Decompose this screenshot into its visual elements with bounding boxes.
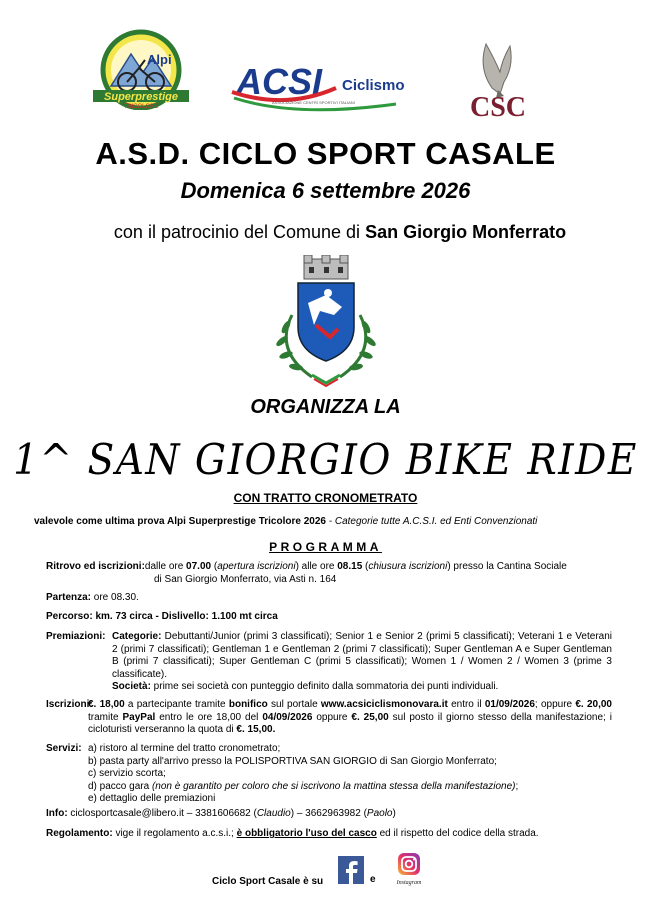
alpi-superprestige-logo: [87, 28, 195, 110]
csc-logo: [448, 38, 548, 120]
iscr-fee-cicloturisti: €. 15,00.: [236, 724, 276, 735]
iscr-text: oppure: [312, 711, 352, 723]
ritrovo-label: Ritrovo ed iscrizioni:: [46, 561, 145, 572]
partenza-label: Partenza:: [46, 592, 92, 603]
csc-logo-text: CSC: [469, 92, 527, 120]
regolamento-casco: è obbligatorio l'uso del casco: [236, 828, 377, 839]
iscr-text: ; oppure: [534, 699, 576, 710]
categorie-label: Categorie:: [112, 631, 162, 642]
valevole-line: [34, 516, 634, 527]
categorie-text: Debuttanti/Junior (primi 3 classificati); Senior 1 e Senior 2 (primi 5 classificati); Veterani 1 e Veterani 2 (primi 7 classificati); Gentleman 1 e Gentleman 2 (primi 7 classificati); Super Gentleman A e Super Gentleman B (primi 7 classificati); Super Gentleman C (primi 5 classificati); Women 1 / Women 2 / Women 3 (prime 3 classificate).: [112, 631, 612, 680]
iscrizioni-text: [46, 699, 612, 737]
iscr-text: sul posto il giorno stesso della manifestazione; i cicloturisti verseranno la quota di: [88, 711, 612, 735]
iscr-bonifico: bonifico: [228, 699, 268, 710]
partenza-value: ore 08.30.: [91, 592, 139, 603]
valevole-italic: - Categorie tutte A.C.S.I. ed Enti Convenzionati: [325, 516, 538, 527]
acsi-logo-caption: ASSOCIAZIONE CENTRI SPORTIVI ITALIANI: [272, 100, 355, 105]
iscrizioni-label: Iscrizioni:: [46, 699, 93, 710]
iscrizioni-row: [46, 699, 612, 737]
servizi-item-e: e) dettaglio delle premiazioni: [88, 793, 216, 804]
alpi-logo-sub: TRICOLORE: [123, 104, 159, 110]
ritrovo-text: (: [211, 561, 218, 572]
ritrovo-note-close: chiusura iscrizioni: [368, 561, 448, 572]
info-text: ciclosportcasale@libero.it – 3381606682 (: [67, 808, 257, 819]
regolamento-label: Regolamento:: [46, 828, 113, 839]
iscr-paypal: PayPal: [122, 711, 156, 723]
ritrovo-row: [46, 561, 612, 586]
valevole-bold: valevole come ultima prova Alpi Superprestige Tricolore 2026: [34, 516, 326, 527]
premiazioni-categorie: [46, 631, 612, 681]
acsi-logo-sub: Ciclismo: [342, 77, 405, 94]
acsi-ciclismo-logo: [226, 58, 406, 118]
organization-title: A.S.D. CICLO SPORT CASALE: [95, 136, 556, 171]
instagram-icon[interactable]: [394, 853, 424, 887]
regolamento-row: [46, 828, 612, 841]
ritrovo-text: ) presso la Cantina Sociale: [447, 561, 567, 572]
servizi-d-text: d) pacco gara: [88, 780, 152, 792]
social-and: e: [370, 874, 376, 885]
iscr-fee-bonifico: €. 18,00: [88, 699, 125, 710]
premiazioni-societa: [46, 681, 612, 694]
servizi-d-end: ;: [515, 780, 519, 792]
ritrovo-note-open: apertura iscrizioni: [217, 561, 296, 572]
iscr-deadline-2: 04/09/2026: [262, 711, 313, 723]
regolamento-text: vige il regolamento a.c.s.i.;: [112, 828, 237, 839]
info-contact-1: Claudio: [256, 808, 291, 819]
iscr-text: sul portale: [267, 699, 321, 710]
info-label: Info:: [46, 808, 68, 819]
event-date: Domenica 6 settembre 2026: [180, 178, 471, 203]
instagram-label: Instagram: [396, 880, 422, 886]
patronage-town: San Giorgio Monferrato: [365, 222, 567, 242]
ritrovo-time-close: 08.15: [337, 561, 363, 572]
ritrovo-text: dalle ore: [144, 561, 187, 572]
iscr-text: a partecipante tramite: [124, 699, 229, 710]
percorso-label: Percorso:: [46, 611, 93, 622]
servizi-item-c: c) servizio scorta;: [88, 768, 166, 779]
regolamento-text: ed il rispetto del codice della strada.: [376, 828, 539, 839]
event-subtitle: CON TRATTO CRONOMETRATO: [233, 491, 418, 505]
servizi-d-note: (non è garantito per coloro che si iscrivono la mattina stessa della manifestazione): [151, 780, 516, 792]
iscr-text: entro il: [447, 699, 485, 710]
acsi-logo-text: ACSI: [236, 61, 323, 102]
municipal-crest: [268, 255, 384, 387]
iscr-text: entro le ore 18,00 del: [155, 711, 263, 723]
premiazioni-label: Premiazioni:: [46, 631, 106, 642]
servizi-item-b: b) pasta party all'arrivo presso la POLISPORTIVA SAN GIORGIO di San Giorgio Monferrato;: [88, 755, 497, 767]
iscr-fee-onsite: €. 25,00: [351, 711, 389, 723]
patronage-line: [30, 222, 650, 243]
iscr-deadline-1: 01/09/2026: [484, 699, 535, 710]
patronage-prefix: con il patrocinio del Comune di: [113, 222, 366, 242]
percorso-row: [46, 611, 612, 624]
premiazioni-row: [46, 631, 612, 694]
societa-label: Società:: [112, 681, 151, 692]
info-row: [46, 808, 612, 821]
alpi-logo-ring: Alpi: [147, 52, 172, 67]
iscr-fee-paypal: €. 20,00: [575, 699, 612, 710]
info-text: ) – 3662963982 (: [290, 808, 367, 819]
iscr-text: tramite: [88, 711, 123, 723]
percorso-value: km. 73 circa - Dislivello: 1.100 mt circa: [92, 611, 278, 622]
ritrovo-time-open: 07.00: [186, 561, 212, 572]
info-text: ): [392, 808, 396, 819]
ritrovo-text: (: [362, 561, 369, 572]
ritrovo-text: ) alle ore: [295, 561, 338, 572]
info-contact-2: Paolo: [366, 808, 393, 819]
iscr-website: www.acsiciclismonovara.it: [320, 699, 448, 710]
societa-text: prime sei società con punteggio definito dalla sommatoria dei punti individuali.: [150, 681, 499, 692]
servizi-item-a: a) ristoro al termine del tratto cronometrato;: [88, 743, 281, 754]
servizi-label: Servizi:: [46, 743, 82, 754]
social-text: Ciclo Sport Casale è su: [212, 876, 324, 887]
programma-heading: PROGRAMMA: [269, 540, 382, 554]
facebook-icon[interactable]: [338, 856, 364, 884]
event-name: 1^ SAN GIORGIO BIKE RIDE: [13, 436, 638, 485]
partenza-row: [46, 592, 612, 605]
servizi-item-d: [46, 781, 612, 794]
alpi-logo-text: Superprestige: [104, 91, 178, 103]
servizi-row: [46, 743, 612, 806]
organizza-heading: ORGANIZZA LA: [250, 396, 401, 418]
ritrovo-line2: di San Giorgio Monferrato, via Asti n. 164: [154, 573, 337, 585]
